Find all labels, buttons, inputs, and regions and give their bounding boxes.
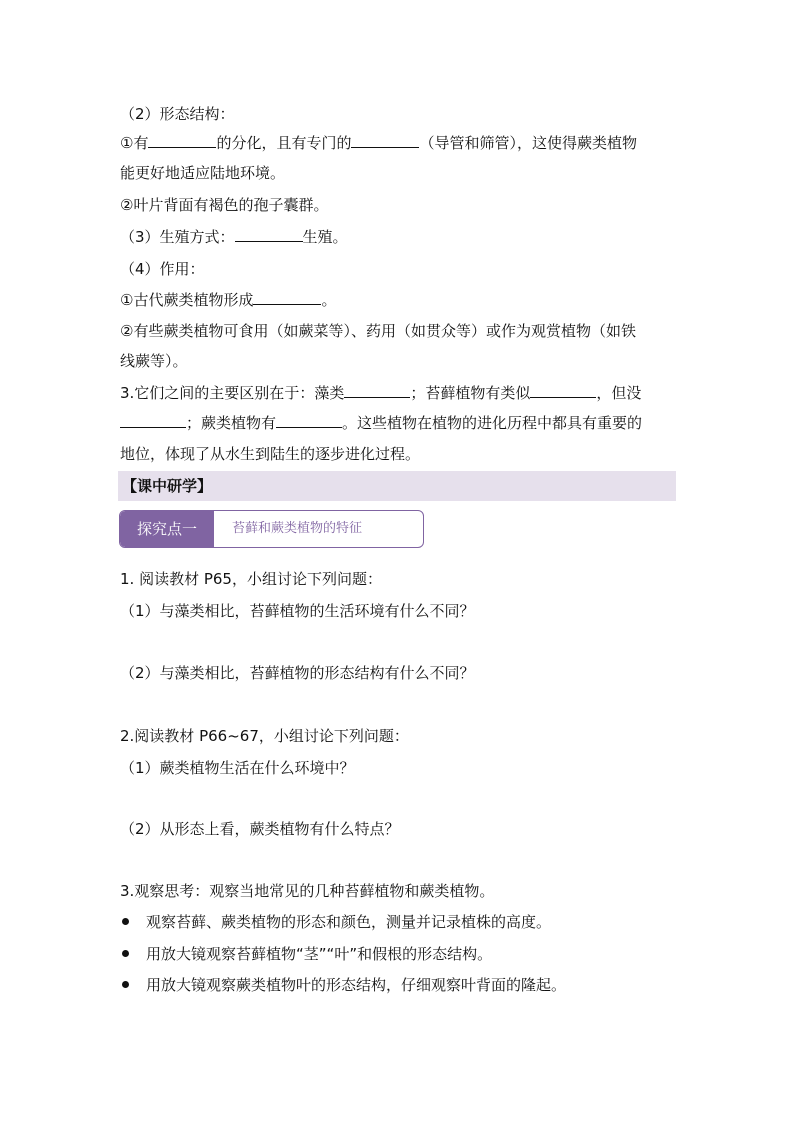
fill-blank[interactable] [235, 227, 303, 242]
text: （1）蕨类植物生活在什么环境中？ [120, 759, 355, 777]
fill-blank[interactable] [344, 383, 410, 398]
text: （3）生殖方式： [120, 228, 235, 246]
text: ①古代蕨类植物形成 [120, 291, 254, 309]
question-1-1 [120, 600, 475, 622]
text: 3.它们之间的主要区别在于：藻类 [120, 384, 345, 402]
difference-line-1 [120, 382, 641, 404]
text: 。 [321, 291, 337, 309]
morphology-heading [120, 103, 235, 125]
function-heading [120, 258, 205, 280]
bullet-icon [122, 918, 129, 925]
observation-item-2 [146, 943, 492, 965]
text: ①有 [120, 134, 149, 152]
text: ②有些蕨类植物可食用（如蕨菜等）、药用（如贯众等）或作为观赏植物（如铁 [120, 322, 636, 340]
text: （2）从形态上看，蕨类植物有什么特点？ [120, 820, 400, 838]
text: 。这些植物在植物的进化历程中都具有重要的 [342, 414, 643, 432]
text: 生殖。 [302, 228, 348, 246]
question-1-2 [120, 662, 475, 684]
morphology-line-3 [120, 194, 328, 216]
text: ，但没 [596, 384, 642, 402]
function-line-3 [120, 350, 188, 372]
fill-blank[interactable] [120, 413, 186, 428]
question-3 [120, 880, 494, 902]
question-1 [120, 568, 382, 590]
text: （导管和筛管），这使得蕨类植物 [419, 134, 637, 152]
text: （4）作用： [120, 260, 205, 278]
question-2-2 [120, 818, 400, 840]
question-2-1 [120, 757, 355, 779]
text: 线蕨等）。 [120, 352, 188, 370]
fill-blank[interactable] [253, 290, 321, 305]
text: （2）与藻类相比，苔藓植物的形态结构有什么不同？ [120, 664, 475, 682]
text: （2）形态结构： [120, 105, 235, 123]
fill-blank[interactable] [530, 383, 596, 398]
text: 2.阅读教材 P66~67，小组讨论下列问题： [120, 727, 409, 745]
text: ；蕨类植物有 [186, 414, 277, 432]
function-line-1 [120, 289, 336, 311]
inquiry-point-title: 苔藓和蕨类植物的特征 [232, 521, 363, 536]
observation-item-3 [146, 974, 566, 996]
text: 3.观察思考：观察当地常见的几种苔藓植物和蕨类植物。 [120, 882, 495, 900]
section-header-label: 【课中研学】 [122, 477, 213, 495]
bullet-icon [122, 950, 129, 957]
question-2 [120, 725, 409, 747]
text: 观察苔藓、蕨类植物的形态和颜色，测量并记录植株的高度。 [146, 913, 552, 931]
text: ；苔藓植物有类似 [410, 384, 531, 402]
text: 用放大镜观察蕨类植物叶的形态结构，仔细观察叶背面的隆起。 [146, 976, 567, 994]
difference-line-3 [120, 443, 420, 465]
function-line-2 [120, 320, 636, 342]
text: 的分化，且有专门的 [216, 134, 352, 152]
text: （1）与藻类相比，苔藓植物的生活环境有什么不同？ [120, 602, 475, 620]
difference-line-2 [120, 412, 642, 434]
fill-blank[interactable] [148, 133, 216, 148]
text: 地位，体现了从水生到陆生的逐步进化过程。 [120, 445, 421, 463]
text: ②叶片背面有褐色的孢子囊群。 [120, 196, 329, 214]
text: 用放大镜观察苔藓植物“茎”“叶”和假根的形态结构。 [146, 945, 493, 963]
inquiry-point-number: 探究点一 [120, 511, 214, 547]
observation-item-1 [146, 911, 551, 933]
inquiry-point-tag [119, 510, 424, 548]
fill-blank[interactable] [351, 133, 419, 148]
reproduction-line [120, 226, 348, 248]
morphology-line-2 [120, 162, 285, 184]
text: 1. 阅读教材 P65，小组讨论下列问题： [120, 570, 382, 588]
section-header-band [118, 471, 676, 501]
morphology-line-1 [120, 132, 637, 154]
text: 能更好地适应陆地环境。 [120, 164, 286, 182]
bullet-icon [122, 981, 129, 988]
fill-blank[interactable] [276, 413, 342, 428]
